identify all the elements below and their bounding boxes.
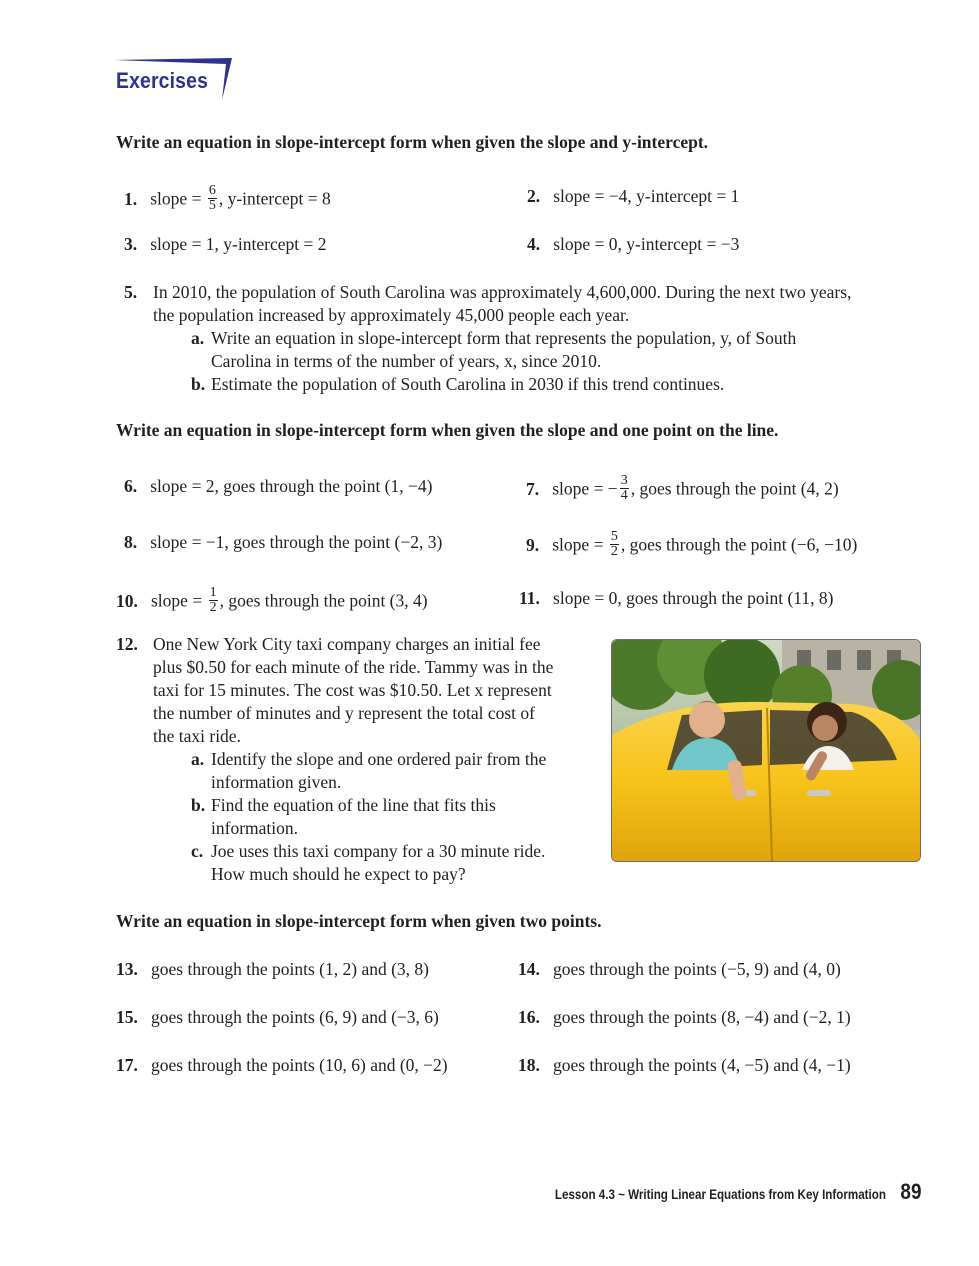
exercise-12-line2: plus $0.50 for each minute of the ride. Tammy was in the <box>153 657 554 677</box>
fraction: $\frac{1}{2}$ <box>209 585 217 615</box>
exercise-12-line4: the number of minutes and y represent the total cost of <box>153 703 535 723</box>
exercise-12c: c. Joe uses this taxi company for a 30 minute ride. <box>191 841 546 861</box>
exercise-12a: a. Identify the slope and one ordered pair from the <box>191 749 547 769</box>
exercise-16: 16. goes through the points (8, −4) and (−2, 1) <box>518 1007 851 1027</box>
exercise-18: 18. goes through the points (4, −5) and (4, −1) <box>518 1055 851 1075</box>
exercise-5-number: 5. <box>124 282 138 302</box>
fraction: $\frac{6}{5}$ <box>208 183 216 213</box>
page-number: 89 <box>899 1179 921 1204</box>
exercises-header <box>110 56 234 102</box>
exercise-12a-line2: information given. <box>211 772 342 792</box>
section-heading-slope-point: Write an equation in slope-intercept form when given the slope and one point on the line. <box>116 420 779 440</box>
exercise-14: 14. goes through the points (−5, 9) and (4, 0) <box>518 959 841 979</box>
exercise-2: 2. slope = −4, y-intercept = 1 <box>527 186 740 206</box>
exercise-12-line1: One New York City taxi company charges an initial fee <box>153 634 541 654</box>
exercise-5-text-line2: the population increased by approximately 45,000 people each year. <box>153 305 630 325</box>
exercise-6: 6. slope = 2, goes through the point (1, −4) <box>124 476 433 496</box>
section-heading-two-points: Write an equation in slope-intercept form when given two points. <box>116 911 602 931</box>
exercise-number: 1. <box>124 188 138 209</box>
exercise-12-number: 12. <box>116 634 138 654</box>
exercise-7: 7. slope = − $\frac{3}{4}$ , goes through the point (4, 2) <box>526 473 839 503</box>
exercise-3: 3. slope = 1, y-intercept = 2 <box>124 234 327 254</box>
exercise-5-text-line1: In 2010, the population of South Carolina was approximately 4,600,000. During the next two years, <box>153 282 852 302</box>
exercise-11: 11. slope = 0, goes through the point (11, 8) <box>519 588 834 608</box>
taxi-illustration <box>612 640 920 861</box>
exercise-10: 10. slope = $\frac{1}{2}$ , goes through the point (3, 4) <box>116 585 428 615</box>
exercise-12b-line2: information. <box>211 818 298 838</box>
exercise-17: 17. goes through the points (10, 6) and (0, −2) <box>116 1055 448 1075</box>
exercises-title: Exercises <box>116 68 209 93</box>
footer-lesson-title: Lesson 4.3 ~ Writing Linear Equations from Key Information <box>554 1187 886 1202</box>
exercise-9: 9. slope = $\frac{5}{2}$ , goes through the point (−6, −10) <box>526 529 858 559</box>
exercise-5a-line2: Carolina in terms of the number of years, x, since 2010. <box>211 351 602 371</box>
exercise-12-line5: the taxi ride. <box>153 726 241 746</box>
exercise-4: 4. slope = 0, y-intercept = −3 <box>527 234 740 254</box>
exercise-12b: b. Find the equation of the line that fits this <box>191 795 496 815</box>
section-heading-slope-intercept: Write an equation in slope-intercept form when given the slope and y-intercept. <box>116 132 709 152</box>
taxi-photo <box>611 639 921 862</box>
exercise-12c-line2: How much should he expect to pay? <box>211 864 466 884</box>
exercise-15: 15. goes through the points (6, 9) and (−3, 6) <box>116 1007 439 1027</box>
exercise-text: , y-intercept = 8 <box>218 188 331 209</box>
exercise-8: 8. slope = −1, goes through the point (−2, 3) <box>124 532 443 552</box>
exercise-text: slope = <box>150 188 202 209</box>
fraction: $\frac{5}{2}$ <box>610 529 618 559</box>
exercise-1 <box>124 183 331 215</box>
fraction: $\frac{3}{4}$ <box>620 473 628 503</box>
exercise-5a: a. Write an equation in slope-intercept form that represents the population, y, of South <box>191 328 797 348</box>
exercise-13: 13. goes through the points (1, 2) and (3, 8) <box>116 959 430 979</box>
exercise-12-line3: taxi for 15 minutes. The cost was $10.50. Let x represent <box>153 680 552 700</box>
exercise-5b: b. Estimate the population of South Carolina in 2030 if this trend continues. <box>191 374 725 394</box>
